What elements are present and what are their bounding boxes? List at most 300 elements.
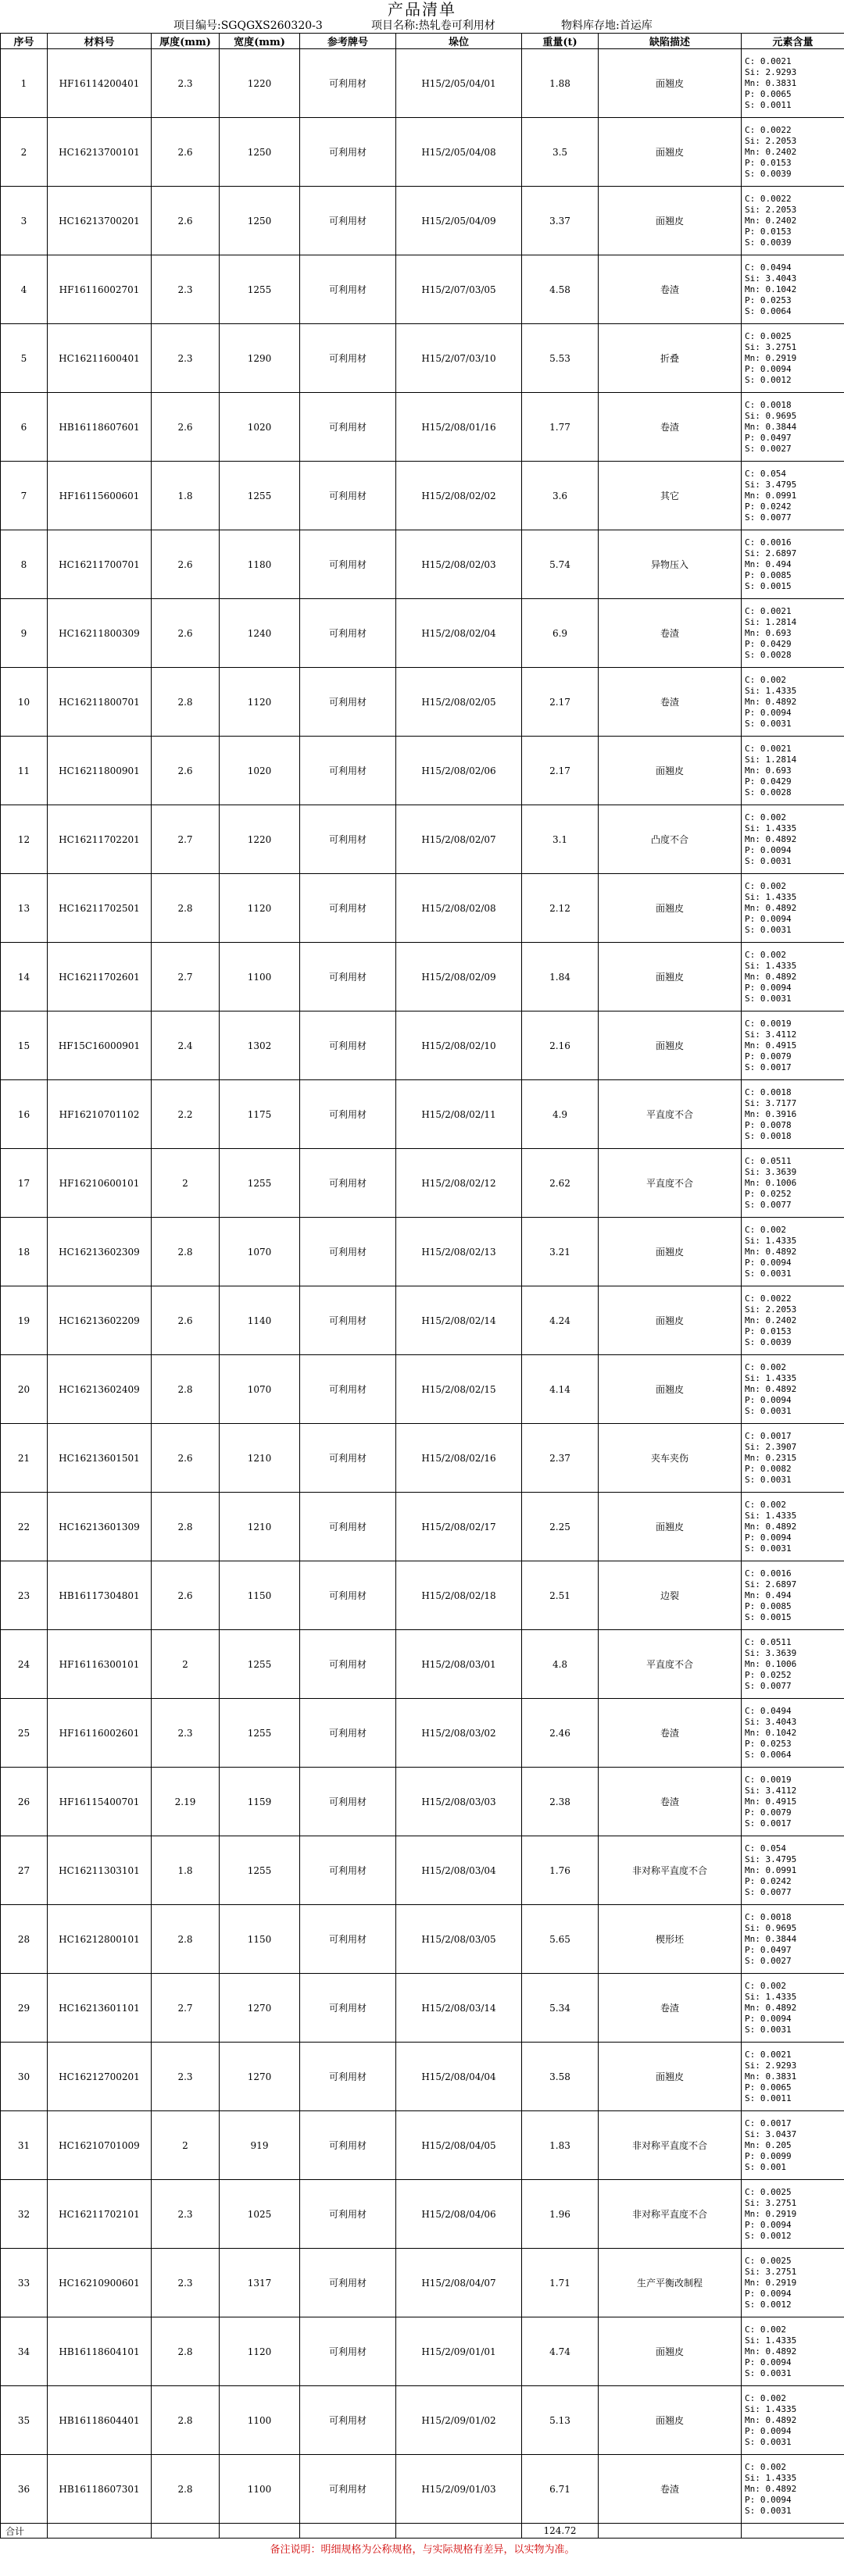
cell-stack-location: H15/2/08/02/09 [396,943,522,1011]
cell-weight: 2.37 [522,1424,599,1493]
cell-reference-grade: 可利用材 [300,187,396,255]
cell-element-content: C: 0.002 Si: 1.4335 Mn: 0.4892 P: 0.0094 S: 0.0031 [742,805,844,874]
cell-material-number: HF16210600101 [48,1149,152,1218]
cell-defect-description: 面翘皮 [599,874,742,943]
cell-row-number: 25 [1,1699,48,1768]
cell-defect-description: 凸度不合 [599,805,742,874]
table-row [1,1836,844,1905]
cell-element-content: C: 0.0018 Si: 0.9695 Mn: 0.3844 P: 0.0497 S: 0.0027 [742,393,844,462]
cell-thickness: 2.8 [152,1218,220,1286]
cell-reference-grade: 可利用材 [300,1493,396,1561]
cell-material-number: HC16210701009 [48,2111,152,2180]
cell-weight: 1.71 [522,2249,599,2317]
cell-stack-location: H15/2/08/02/07 [396,805,522,874]
cell-reference-grade: 可利用材 [300,1974,396,2043]
cell-weight: 3.1 [522,805,599,874]
header-grade: 参考牌号 [300,34,396,49]
cell-stack-location: H15/2/08/03/14 [396,1974,522,2043]
table-row [1,599,844,668]
cell-reference-grade: 可利用材 [300,805,396,874]
footer-note: 备注说明：明细规格为公称规格，与实际规格有差异，以实物为准。 [1,2539,844,2558]
cell-element-content: C: 0.0021 Si: 1.2814 Mn: 0.693 P: 0.0429 S: 0.0028 [742,737,844,805]
cell-weight: 3.21 [522,1218,599,1286]
cell-width: 1140 [220,1286,300,1355]
cell-thickness: 2.6 [152,1286,220,1355]
cell-width: 1290 [220,324,300,393]
cell-element-content: C: 0.0018 Si: 0.9695 Mn: 0.3844 P: 0.0497 S: 0.0027 [742,1905,844,1974]
cell-width: 1255 [220,255,300,324]
cell-reference-grade: 可利用材 [300,1011,396,1080]
cell-width: 1270 [220,2043,300,2111]
cell-weight: 2.51 [522,1561,599,1630]
header-width: 宽度(mm) [220,34,300,49]
cell-defect-description: 卷渣 [599,1699,742,1768]
cell-weight: 2.38 [522,1768,599,1836]
cell-stack-location: H15/2/08/04/07 [396,2249,522,2317]
cell-defect-description: 平直度不合 [599,1149,742,1218]
cell-stack-location: H15/2/08/04/04 [396,2043,522,2111]
cell-defect-description: 楔形坯 [599,1905,742,1974]
cell-stack-location: H15/2/05/04/01 [396,49,522,118]
cell-reference-grade: 可利用材 [300,462,396,530]
cell-thickness: 2.6 [152,737,220,805]
table-row [1,1493,844,1561]
page-title: 产品清单 [388,0,456,19]
cell-element-content: C: 0.0021 Si: 1.2814 Mn: 0.693 P: 0.0429 S: 0.0028 [742,599,844,668]
cell-weight: 2.16 [522,1011,599,1080]
cell-element-content: C: 0.002 Si: 1.4335 Mn: 0.4892 P: 0.0094 S: 0.0031 [742,1493,844,1561]
table-row [1,1768,844,1836]
cell-weight: 4.14 [522,1355,599,1424]
cell-material-number: HF16115600601 [48,462,152,530]
cell-defect-description: 面翘皮 [599,737,742,805]
cell-defect-description: 面翘皮 [599,49,742,118]
cell-thickness: 2.8 [152,2386,220,2455]
cell-width: 1120 [220,2317,300,2386]
cell-stack-location: H15/2/05/04/08 [396,118,522,187]
cell-thickness: 2.8 [152,2455,220,2524]
cell-material-number: HC16213602409 [48,1355,152,1424]
cell-stack-location: H15/2/08/01/16 [396,393,522,462]
cell-thickness: 2.8 [152,1355,220,1424]
cell-weight: 2.17 [522,668,599,737]
cell-element-content: C: 0.002 Si: 1.4335 Mn: 0.4892 P: 0.0094 S: 0.0031 [742,668,844,737]
cell-row-number: 35 [1,2386,48,2455]
cell-width: 1255 [220,1699,300,1768]
cell-thickness: 2.6 [152,530,220,599]
cell-thickness: 2.6 [152,599,220,668]
cell-reference-grade: 可利用材 [300,1218,396,1286]
cell-defect-description: 生产平衡改制程 [599,2249,742,2317]
header-defect: 缺陷描述 [599,34,742,49]
cell-reference-grade: 可利用材 [300,737,396,805]
cell-row-number: 20 [1,1355,48,1424]
cell-thickness: 2.19 [152,1768,220,1836]
cell-reference-grade: 可利用材 [300,324,396,393]
cell-reference-grade: 可利用材 [300,874,396,943]
cell-stack-location: H15/2/08/02/18 [396,1561,522,1630]
cell-stack-location: H15/2/08/02/17 [396,1493,522,1561]
cell-reference-grade: 可利用材 [300,49,396,118]
cell-row-number: 30 [1,2043,48,2111]
cell-row-number: 33 [1,2249,48,2317]
header-composition: 元素含量 [742,34,844,49]
project-info-bar [0,19,844,33]
cell-stack-location: H15/2/08/02/12 [396,1149,522,1218]
cell-width: 1150 [220,1905,300,1974]
cell-weight: 2.62 [522,1149,599,1218]
cell-element-content: C: 0.054 Si: 3.4795 Mn: 0.0991 P: 0.0242 S: 0.0077 [742,462,844,530]
cell-element-content: C: 0.0025 Si: 3.2751 Mn: 0.2919 P: 0.0094 S: 0.0012 [742,324,844,393]
cell-row-number: 11 [1,737,48,805]
cell-row-number: 1 [1,49,48,118]
cell-thickness: 2 [152,2111,220,2180]
cell-material-number: HC16211600401 [48,324,152,393]
cell-thickness: 2.6 [152,118,220,187]
cell-stack-location: H15/2/08/02/03 [396,530,522,599]
cell-weight: 5.34 [522,1974,599,2043]
cell-reference-grade: 可利用材 [300,1630,396,1699]
total-row [1,2524,844,2539]
cell-weight: 2.17 [522,737,599,805]
cell-width: 1250 [220,187,300,255]
cell-thickness: 1.8 [152,462,220,530]
cell-width: 1255 [220,1836,300,1905]
product-table [0,33,844,2557]
cell-material-number: HB16117304801 [48,1561,152,1630]
cell-stack-location: H15/2/07/03/05 [396,255,522,324]
cell-stack-location: H15/2/08/02/02 [396,462,522,530]
cell-material-number: HF16114200401 [48,49,152,118]
cell-defect-description: 卷渣 [599,255,742,324]
cell-width: 1220 [220,805,300,874]
cell-defect-description: 面翘皮 [599,2386,742,2455]
cell-width: 1100 [220,943,300,1011]
cell-width: 1240 [220,599,300,668]
cell-width: 1255 [220,1630,300,1699]
cell-material-number: HC16211800701 [48,668,152,737]
cell-stack-location: H15/2/08/04/05 [396,2111,522,2180]
cell-stack-location: H15/2/08/02/08 [396,874,522,943]
cell-width: 1150 [220,1561,300,1630]
cell-width: 919 [220,2111,300,2180]
total-weight: 124.72 [522,2524,599,2539]
cell-defect-description: 面翘皮 [599,1355,742,1424]
cell-stack-location: H15/2/08/02/10 [396,1011,522,1080]
cell-width: 1180 [220,530,300,599]
cell-width: 1100 [220,2455,300,2524]
cell-width: 1250 [220,118,300,187]
cell-thickness: 2.7 [152,805,220,874]
table-row [1,1424,844,1493]
cell-thickness: 2.3 [152,324,220,393]
cell-element-content: C: 0.0019 Si: 3.4112 Mn: 0.4915 P: 0.0079 S: 0.0017 [742,1768,844,1836]
table-row [1,1561,844,1630]
cell-stack-location: H15/2/07/03/10 [396,324,522,393]
cell-width: 1270 [220,1974,300,2043]
table-row [1,118,844,187]
table-row [1,1355,844,1424]
cell-stack-location: H15/2/08/03/05 [396,1905,522,1974]
table-row [1,2455,844,2524]
cell-row-number: 17 [1,1149,48,1218]
cell-material-number: HC16212700201 [48,2043,152,2111]
table-row [1,530,844,599]
cell-thickness: 2.6 [152,393,220,462]
table-row [1,393,844,462]
cell-defect-description: 非对称平直度不合 [599,2111,742,2180]
table-row [1,1630,844,1699]
cell-thickness: 2 [152,1630,220,1699]
cell-weight: 4.58 [522,255,599,324]
cell-element-content: C: 0.002 Si: 1.4335 Mn: 0.4892 P: 0.0094 S: 0.0031 [742,2386,844,2455]
cell-material-number: HC16211702501 [48,874,152,943]
cell-stack-location: H15/2/08/02/13 [396,1218,522,1286]
cell-row-number: 36 [1,2455,48,2524]
cell-stack-location: H15/2/08/03/01 [396,1630,522,1699]
cell-element-content: C: 0.0021 Si: 2.9293 Mn: 0.3831 P: 0.0065 S: 0.0011 [742,2043,844,2111]
cell-material-number: HF15C16000901 [48,1011,152,1080]
table-row [1,1080,844,1149]
cell-weight: 5.65 [522,1905,599,1974]
cell-defect-description: 面翘皮 [599,118,742,187]
cell-element-content: C: 0.0018 Si: 3.7177 Mn: 0.3916 P: 0.0078 S: 0.0018 [742,1080,844,1149]
cell-defect-description: 卷渣 [599,1974,742,2043]
cell-weight: 5.74 [522,530,599,599]
cell-row-number: 18 [1,1218,48,1286]
cell-width: 1210 [220,1493,300,1561]
cell-row-number: 21 [1,1424,48,1493]
cell-reference-grade: 可利用材 [300,1836,396,1905]
cell-defect-description: 平直度不合 [599,1080,742,1149]
cell-element-content: C: 0.0494 Si: 3.4043 Mn: 0.1042 P: 0.0253 S: 0.0064 [742,255,844,324]
table-row [1,805,844,874]
cell-material-number: HC16211702201 [48,805,152,874]
cell-width: 1120 [220,668,300,737]
cell-weight: 1.77 [522,393,599,462]
cell-material-number: HC16213602209 [48,1286,152,1355]
cell-defect-description: 面翘皮 [599,1286,742,1355]
cell-reference-grade: 可利用材 [300,1080,396,1149]
cell-material-number: HC16213700201 [48,187,152,255]
cell-stack-location: H15/2/09/01/01 [396,2317,522,2386]
cell-row-number: 15 [1,1011,48,1080]
cell-reference-grade: 可利用材 [300,668,396,737]
cell-row-number: 3 [1,187,48,255]
cell-thickness: 2 [152,1149,220,1218]
table-row [1,943,844,1011]
cell-row-number: 13 [1,874,48,943]
cell-defect-description: 卷渣 [599,2455,742,2524]
cell-element-content: C: 0.002 Si: 1.4335 Mn: 0.4892 P: 0.0094 S: 0.0031 [742,2317,844,2386]
cell-reference-grade: 可利用材 [300,943,396,1011]
cell-row-number: 12 [1,805,48,874]
cell-element-content: C: 0.002 Si: 1.4335 Mn: 0.4892 P: 0.0094 S: 0.0031 [742,1355,844,1424]
cell-reference-grade: 可利用材 [300,118,396,187]
cell-thickness: 2.6 [152,1561,220,1630]
cell-weight: 1.84 [522,943,599,1011]
cell-row-number: 5 [1,324,48,393]
cell-thickness: 2.7 [152,943,220,1011]
storage-location: 物料库存地:首运库 [561,20,653,32]
cell-thickness: 2.3 [152,2249,220,2317]
cell-element-content: C: 0.0016 Si: 2.6897 Mn: 0.494 P: 0.0085 S: 0.0015 [742,530,844,599]
cell-row-number: 29 [1,1974,48,2043]
cell-material-number: HF16116002601 [48,1699,152,1768]
cell-defect-description: 平直度不合 [599,1630,742,1699]
cell-element-content: C: 0.0025 Si: 3.2751 Mn: 0.2919 P: 0.0094 S: 0.0012 [742,2180,844,2249]
cell-thickness: 2.8 [152,2317,220,2386]
cell-element-content: C: 0.0511 Si: 3.3639 Mn: 0.1006 P: 0.0252 S: 0.0077 [742,1630,844,1699]
cell-material-number: HF16116300101 [48,1630,152,1699]
cell-material-number: HC16213601501 [48,1424,152,1493]
cell-element-content: C: 0.0025 Si: 3.2751 Mn: 0.2919 P: 0.0094 S: 0.0012 [742,2249,844,2317]
cell-width: 1070 [220,1355,300,1424]
cell-weight: 5.53 [522,324,599,393]
header-thickness: 厚度(mm) [152,34,220,49]
cell-thickness: 2.2 [152,1080,220,1149]
cell-reference-grade: 可利用材 [300,530,396,599]
cell-stack-location: H15/2/08/02/15 [396,1355,522,1424]
cell-element-content: C: 0.0016 Si: 2.6897 Mn: 0.494 P: 0.0085 S: 0.0015 [742,1561,844,1630]
cell-weight: 6.71 [522,2455,599,2524]
cell-weight: 2.12 [522,874,599,943]
cell-thickness: 2.7 [152,1974,220,2043]
cell-defect-description: 卷渣 [599,393,742,462]
table-row [1,2043,844,2111]
total-label: 合计 [1,2524,48,2539]
cell-material-number: HB16118604101 [48,2317,152,2386]
cell-row-number: 31 [1,2111,48,2180]
cell-width: 1120 [220,874,300,943]
cell-material-number: HC16211800901 [48,737,152,805]
cell-row-number: 10 [1,668,48,737]
cell-reference-grade: 可利用材 [300,1561,396,1630]
cell-reference-grade: 可利用材 [300,2111,396,2180]
cell-element-content: C: 0.0017 Si: 3.0437 Mn: 0.205 P: 0.0099 S: 0.001 [742,2111,844,2180]
cell-thickness: 2.3 [152,49,220,118]
cell-element-content: C: 0.0019 Si: 3.4112 Mn: 0.4915 P: 0.0079 S: 0.0017 [742,1011,844,1080]
cell-weight: 3.37 [522,187,599,255]
cell-weight: 3.6 [522,462,599,530]
cell-stack-location: H15/2/08/02/04 [396,599,522,668]
cell-defect-description: 面翘皮 [599,1011,742,1080]
cell-row-number: 32 [1,2180,48,2249]
cell-width: 1175 [220,1080,300,1149]
cell-weight: 1.83 [522,2111,599,2180]
table-row [1,874,844,943]
cell-element-content: C: 0.0017 Si: 2.3907 Mn: 0.2315 P: 0.0082 S: 0.0031 [742,1424,844,1493]
table-header-row [1,34,844,49]
cell-thickness: 2.8 [152,668,220,737]
cell-material-number: HC16213601309 [48,1493,152,1561]
cell-row-number: 24 [1,1630,48,1699]
cell-element-content: C: 0.002 Si: 1.4335 Mn: 0.4892 P: 0.0094 S: 0.0031 [742,874,844,943]
cell-defect-description: 边裂 [599,1561,742,1630]
cell-width: 1100 [220,2386,300,2455]
cell-row-number: 4 [1,255,48,324]
cell-material-number: HC16211700701 [48,530,152,599]
cell-row-number: 27 [1,1836,48,1905]
cell-reference-grade: 可利用材 [300,2386,396,2455]
table-row [1,1011,844,1080]
table-row [1,462,844,530]
cell-defect-description: 非对称平直度不合 [599,1836,742,1905]
cell-stack-location: H15/2/05/04/09 [396,187,522,255]
cell-stack-location: H15/2/08/03/03 [396,1768,522,1836]
cell-thickness: 2.3 [152,255,220,324]
cell-row-number: 34 [1,2317,48,2386]
cell-material-number: HC16211702101 [48,2180,152,2249]
table-row [1,737,844,805]
cell-weight: 4.24 [522,1286,599,1355]
cell-weight: 2.25 [522,1493,599,1561]
cell-reference-grade: 可利用材 [300,1286,396,1355]
cell-material-number: HF16115400701 [48,1768,152,1836]
table-row [1,1699,844,1768]
cell-defect-description: 面翘皮 [599,943,742,1011]
cell-weight: 6.9 [522,599,599,668]
cell-reference-grade: 可利用材 [300,1699,396,1768]
cell-row-number: 28 [1,1905,48,1974]
cell-thickness: 2.3 [152,1699,220,1768]
cell-width: 1255 [220,1149,300,1218]
cell-reference-grade: 可利用材 [300,2249,396,2317]
cell-reference-grade: 可利用材 [300,1424,396,1493]
cell-row-number: 16 [1,1080,48,1149]
cell-reference-grade: 可利用材 [300,255,396,324]
header-weight: 重量(t) [522,34,599,49]
cell-stack-location: H15/2/09/01/03 [396,2455,522,2524]
cell-material-number: HC16213602309 [48,1218,152,1286]
table-row [1,1149,844,1218]
cell-defect-description: 异物压入 [599,530,742,599]
cell-weight: 4.8 [522,1630,599,1699]
table-row [1,1286,844,1355]
cell-reference-grade: 可利用材 [300,393,396,462]
cell-material-number: HB16118607601 [48,393,152,462]
cell-stack-location: H15/2/08/04/06 [396,2180,522,2249]
cell-stack-location: H15/2/08/02/16 [396,1424,522,1493]
cell-defect-description: 卷渣 [599,668,742,737]
table-row [1,187,844,255]
cell-thickness: 2.8 [152,874,220,943]
cell-defect-description: 卷渣 [599,599,742,668]
cell-reference-grade: 可利用材 [300,1149,396,1218]
cell-material-number: HF16116002701 [48,255,152,324]
cell-width: 1220 [220,49,300,118]
cell-thickness: 2.6 [152,1424,220,1493]
cell-defect-description: 非对称平直度不合 [599,2180,742,2249]
cell-width: 1020 [220,737,300,805]
cell-element-content: C: 0.0511 Si: 3.3639 Mn: 0.1006 P: 0.0252 S: 0.0077 [742,1149,844,1218]
cell-stack-location: H15/2/08/03/04 [396,1836,522,1905]
cell-defect-description: 夹车夹伤 [599,1424,742,1493]
cell-row-number: 7 [1,462,48,530]
cell-row-number: 6 [1,393,48,462]
cell-defect-description: 折叠 [599,324,742,393]
header-location: 垛位 [396,34,522,49]
table-row [1,668,844,737]
table-row [1,2386,844,2455]
header-no: 序号 [1,34,48,49]
cell-defect-description: 面翘皮 [599,2317,742,2386]
cell-reference-grade: 可利用材 [300,599,396,668]
cell-width: 1159 [220,1768,300,1836]
cell-weight: 3.58 [522,2043,599,2111]
table-row [1,2317,844,2386]
cell-element-content: C: 0.002 Si: 1.4335 Mn: 0.4892 P: 0.0094 S: 0.0031 [742,1218,844,1286]
